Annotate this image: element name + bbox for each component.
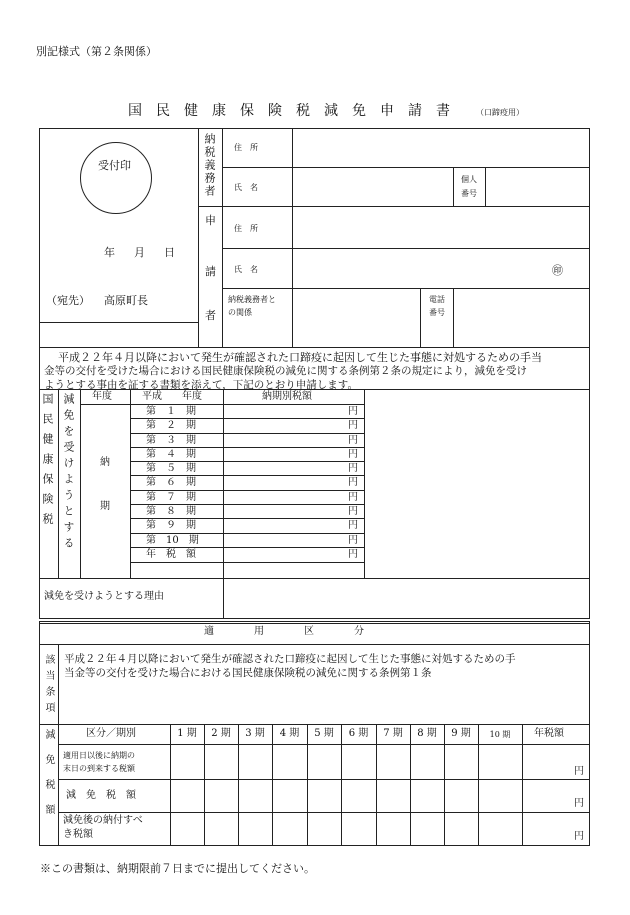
clause-label: 該当条項 — [43, 654, 54, 718]
reduction-period-header: 10 期 — [489, 730, 511, 739]
taxpayer-name-field[interactable] — [294, 169, 451, 204]
reduction-period-header: 3 期 — [245, 728, 265, 739]
reduction-period-header: 5 期 — [314, 728, 334, 739]
period-yen: 円 — [348, 406, 358, 417]
period-label: 第 ２ 期 — [146, 420, 196, 431]
period-yen: 円 — [348, 535, 358, 546]
applicant-name-label: 氏 名 — [234, 265, 258, 274]
period-label-1: 納 — [100, 457, 110, 468]
row1-yen: 円 — [574, 766, 584, 777]
period-amount-field[interactable] — [225, 405, 362, 417]
statement-line-1: 平成２２年４月以降において発生が確認された口蹄疫に起因して生じた事態に対処するための手当 — [58, 351, 542, 364]
clause-line-1: 平成２２年４月以降において発生が確認された口蹄疫に起因して生じた事態に対処するための手 — [64, 653, 516, 665]
period-label: 第 ８ 期 — [146, 506, 196, 517]
period-amount-field[interactable] — [225, 476, 362, 489]
row3-yen: 円 — [574, 831, 584, 842]
row2-label: 減 免 税 額 — [66, 790, 136, 801]
reduction-period-header: 7 期 — [383, 728, 403, 739]
taxpayer-id-field[interactable] — [487, 169, 588, 204]
form-number: 別記様式（第２条関係） — [36, 45, 157, 58]
reduction-header-total: 年税額 — [534, 728, 564, 739]
row1-label-1: 適用日以後に納期の — [63, 751, 135, 760]
header-amount: 納期別税額 — [262, 391, 312, 402]
period-yen: 円 — [348, 449, 358, 460]
applicant-address-label: 住 所 — [234, 224, 258, 233]
taxpayer-id-label-1: 個人 — [461, 175, 477, 184]
reduction-header-category: 区分／期別 — [86, 728, 136, 739]
reception-stamp-label: 受付印 — [98, 159, 131, 172]
applicant-label-1: 申 — [205, 214, 216, 227]
period-yen: 円 — [348, 477, 358, 488]
taxpayer-name-label: 氏 名 — [234, 183, 258, 192]
period-yen: 円 — [348, 549, 358, 560]
phone-label-1: 電話 — [429, 295, 445, 304]
applicant-label-3: 者 — [205, 309, 216, 322]
period-amount-field[interactable] — [225, 534, 362, 546]
period-label: 第 １ 期 — [146, 406, 196, 417]
period-yen: 円 — [348, 420, 358, 431]
period-label: 第 ４ 期 — [146, 449, 196, 460]
period-label: 年 税 額 — [146, 549, 196, 560]
taxpayer-label: 納税義務者 — [203, 133, 216, 198]
applicant-label-2: 請 — [205, 265, 216, 278]
statement-line-3: ようとする事由を証する書類を添えて，下記のとおり申請します。 — [44, 379, 358, 391]
taxpayer-address-field[interactable] — [294, 130, 588, 165]
reason-field[interactable] — [225, 580, 588, 617]
period-label: 第 ３ 期 — [146, 435, 196, 446]
period-amount-field[interactable] — [225, 491, 362, 503]
period-amount-field[interactable] — [225, 462, 362, 474]
clause-line-2: 当金等の交付を受けた場合における国民健康保険税の減免に関する条例第１条 — [64, 667, 432, 679]
period-amount-field[interactable] — [225, 505, 362, 517]
phone-label-2: 番号 — [429, 308, 445, 317]
header-year: 年度 — [92, 391, 112, 402]
applicant-name-field[interactable] — [294, 250, 588, 286]
period-amount-field[interactable] — [225, 434, 362, 446]
reduction-period-header: 9 期 — [451, 728, 471, 739]
period-yen: 円 — [348, 492, 358, 503]
reception-date: 年 月 日 — [104, 246, 179, 259]
period-yen: 円 — [348, 520, 358, 531]
period-label: 第 ７ 期 — [146, 492, 196, 503]
taxpayer-id-label-2: 番号 — [461, 189, 477, 198]
period-label: 第 ９ 期 — [146, 520, 196, 531]
page-title: 国民健康保険税減免申請書 — [128, 103, 464, 119]
period-yen: 円 — [348, 506, 358, 517]
relation-label-2: の関係 — [228, 308, 252, 317]
period-label: 第 ６ 期 — [146, 477, 196, 488]
reduction-side-label: 減免税額 — [43, 729, 54, 829]
applicable-title: 適 用 区 分 — [204, 626, 364, 637]
period-label: 第 10 期 — [146, 535, 199, 546]
row1-label-2: 末日の到来する税額 — [63, 764, 135, 773]
period-label: 第 ５ 期 — [146, 463, 196, 474]
reason-label: 減免を受けようとする理由 — [44, 591, 164, 602]
reception-stamp-circle — [80, 142, 152, 214]
reduction-period-header: 4 期 — [279, 728, 300, 739]
reduction-period-header: 8 期 — [417, 728, 437, 739]
reduction-period-header: 6 期 — [348, 728, 369, 739]
seal-mark: ㊞ — [552, 264, 563, 277]
footer-note: ※この書類は、納期限前７日までに提出してください。 — [40, 862, 315, 875]
statement-line-2: 金等の交付を受けた場合における国民健康保険税の減免に関する条例第２条の規定により，減免を受け — [44, 365, 527, 377]
taxpayer-address-label: 住 所 — [234, 143, 258, 152]
relation-label-1: 納税義務者と — [228, 295, 276, 304]
period-yen: 円 — [348, 463, 358, 474]
header-era: 平成 年度 — [142, 391, 202, 402]
reduction-period-header: 1 期 — [177, 728, 197, 739]
tax-table-side-label-1: 国民健康保険税 — [41, 393, 54, 533]
applicant-address-field[interactable] — [294, 208, 588, 246]
page-title-sub: （口蹄疫用） — [476, 108, 524, 117]
row3-label-1: 減免後の納付すべ — [63, 815, 143, 826]
period-amount-field[interactable] — [225, 419, 362, 432]
addressee: 高原町長 — [104, 294, 148, 307]
relation-field[interactable] — [294, 290, 418, 345]
reduction-period-header: 2 期 — [211, 728, 231, 739]
period-label-2: 期 — [100, 501, 110, 512]
period-amount-field[interactable] — [225, 448, 362, 460]
period-amount-field[interactable] — [225, 548, 362, 561]
phone-field[interactable] — [455, 290, 588, 345]
tax-table-side-label-2: 減免を受けようとする — [62, 393, 75, 553]
row2-yen: 円 — [574, 798, 584, 809]
addressee-label: （宛先） — [46, 294, 90, 307]
row3-label-2: き税額 — [63, 829, 93, 840]
period-amount-field[interactable] — [225, 519, 362, 532]
period-yen: 円 — [348, 435, 358, 446]
